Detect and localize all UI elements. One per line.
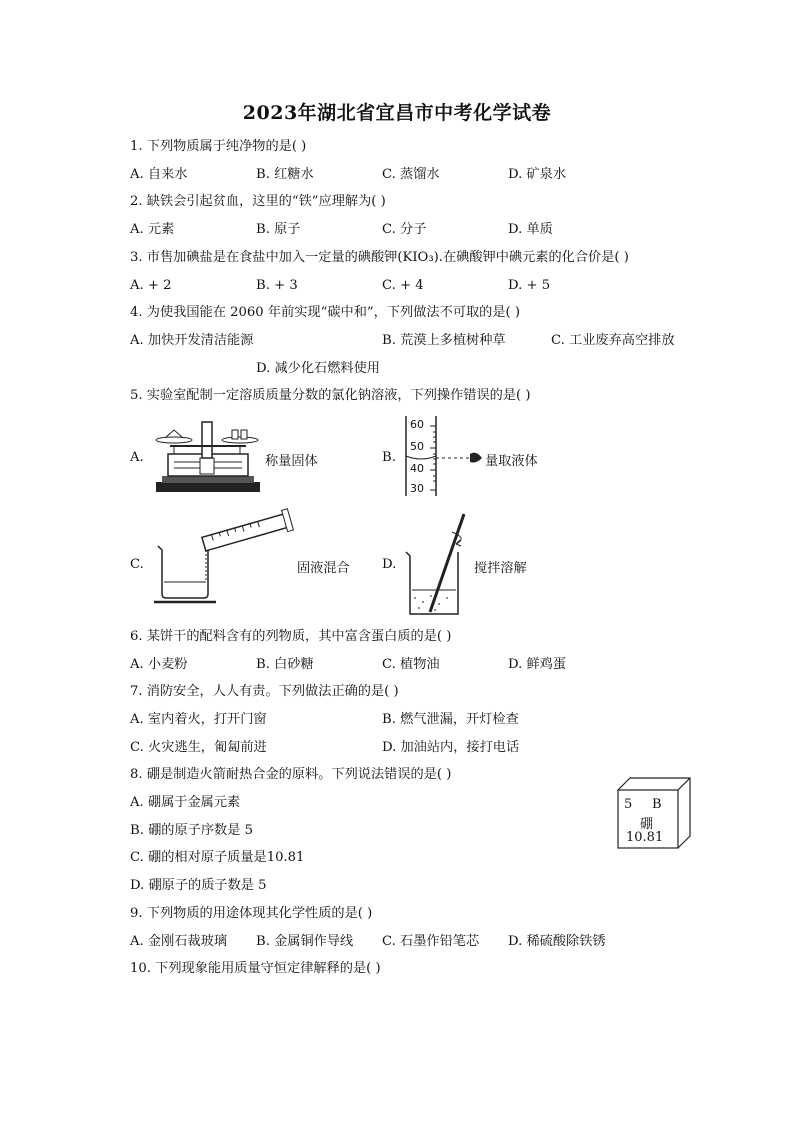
option-d: D. 硼原子的质子数是 5 (130, 878, 267, 893)
caption-weigh-solid: 称量固体 (265, 454, 318, 469)
tick-label: 40 (410, 462, 424, 475)
option-c: C. 石墨作铅笔芯 (382, 934, 480, 949)
option-c: C. 工业废弃高空排放 (551, 333, 675, 348)
tick-label: 30 (410, 482, 424, 495)
exam-title: 2023年湖北省宜昌市中考化学试卷 (242, 102, 552, 124)
option-d: D. + 5 (508, 278, 551, 293)
option-b: B. 燃气泄漏，开灯检查 (382, 712, 519, 727)
question-stem: 8. 硼是制造火箭耐热合金的原料。下列说法错误的是( ) (130, 767, 452, 782)
option-b: B. + 3 (256, 278, 298, 293)
option-c: C. 分子 (382, 222, 427, 237)
option-a: A. 元素 (130, 222, 175, 237)
question-stem: 1. 下列物质属于纯净物的是( ) (130, 139, 307, 154)
question-stem: 7. 消防安全，人人有责。下列做法正确的是( ) (130, 684, 399, 699)
option-d: D. 单质 (508, 222, 553, 237)
balance-illustration (150, 418, 265, 496)
option-a: A. + 2 (130, 278, 172, 293)
question-stem: 5. 实验室配制一定溶质质量分数的氯化钠溶液，下列操作错误的是( ) (130, 388, 531, 403)
option-c: C. + 4 (382, 278, 424, 293)
question-stem: 2. 缺铁会引起贫血，这里的“铁”应理解为( ) (130, 194, 386, 209)
option-c: C. 植物油 (382, 657, 440, 672)
caption-measure-liquid: 量取液体 (485, 454, 538, 469)
stirring-illustration (402, 510, 474, 620)
option-d-label: D. (382, 557, 397, 572)
option-c: C. 火灾逃生，匍匐前进 (130, 740, 267, 755)
option-b: B. 硼的原子序数是 5 (130, 823, 253, 838)
element-atomic-mass: 10.81 (626, 830, 664, 845)
option-b: B. 原子 (256, 222, 301, 237)
pouring-illustration (152, 524, 297, 606)
element-atomic-number: 5 (624, 797, 633, 812)
question-stem: 9. 下列物质的用途体现其化学性质的是( ) (130, 906, 373, 921)
tick-label: 50 (410, 440, 424, 453)
option-d: D. 鲜鸡蛋 (508, 657, 567, 672)
option-d: D. 加油站内，接打电话 (382, 740, 520, 755)
caption-stir-dissolve: 搅拌溶解 (474, 561, 527, 576)
option-b-label: B. (382, 450, 396, 465)
element-name: 硼 (640, 817, 654, 832)
option-b: B. 金属铜作导线 (256, 934, 354, 949)
element-symbol: B (652, 797, 662, 812)
option-b: B. 荒漠上多植树种草 (382, 333, 506, 348)
question-stem: 3. 市售加碘盐是在食盐中加入一定量的碘酸钾(KIO₃).在碘酸钾中碘元素的化合价是( ) (130, 250, 629, 265)
option-a-label: A. (130, 450, 144, 465)
option-a: A. 自来水 (130, 167, 188, 182)
option-d: D. 减少化石燃料使用 (256, 361, 380, 376)
option-d: D. 稀硫酸除铁锈 (508, 934, 606, 949)
option-b: B. 白砂糖 (256, 657, 314, 672)
option-a: A. 硼属于金属元素 (130, 795, 241, 810)
question-stem: 6. 某饼干的配料含有的列物质，其中富含蛋白质的是( ) (130, 629, 452, 644)
option-a: A. 小麦粉 (130, 657, 188, 672)
question-stem: 4. 为使我国能在 2060 年前实现“碳中和”，下列做法不可取的是( ) (130, 305, 520, 320)
option-a: A. 加快开发清洁能源 (130, 333, 254, 348)
option-c: C. 蒸馏水 (382, 167, 440, 182)
option-a: A. 金刚石裁玻璃 (130, 934, 228, 949)
question-stem: 10. 下列现象能用质量守恒定律解释的是( ) (130, 961, 381, 976)
option-a: A. 室内着火，打开门窗 (130, 712, 267, 727)
caption-mix-solid-liquid: 固液混合 (297, 561, 350, 576)
option-c-label: C. (130, 557, 144, 572)
tick-label: 60 (410, 418, 424, 431)
option-d: D. 矿泉水 (508, 167, 567, 182)
option-c: C. 硼的相对原子质量是10.81 (130, 850, 305, 865)
option-b: B. 红糖水 (256, 167, 314, 182)
